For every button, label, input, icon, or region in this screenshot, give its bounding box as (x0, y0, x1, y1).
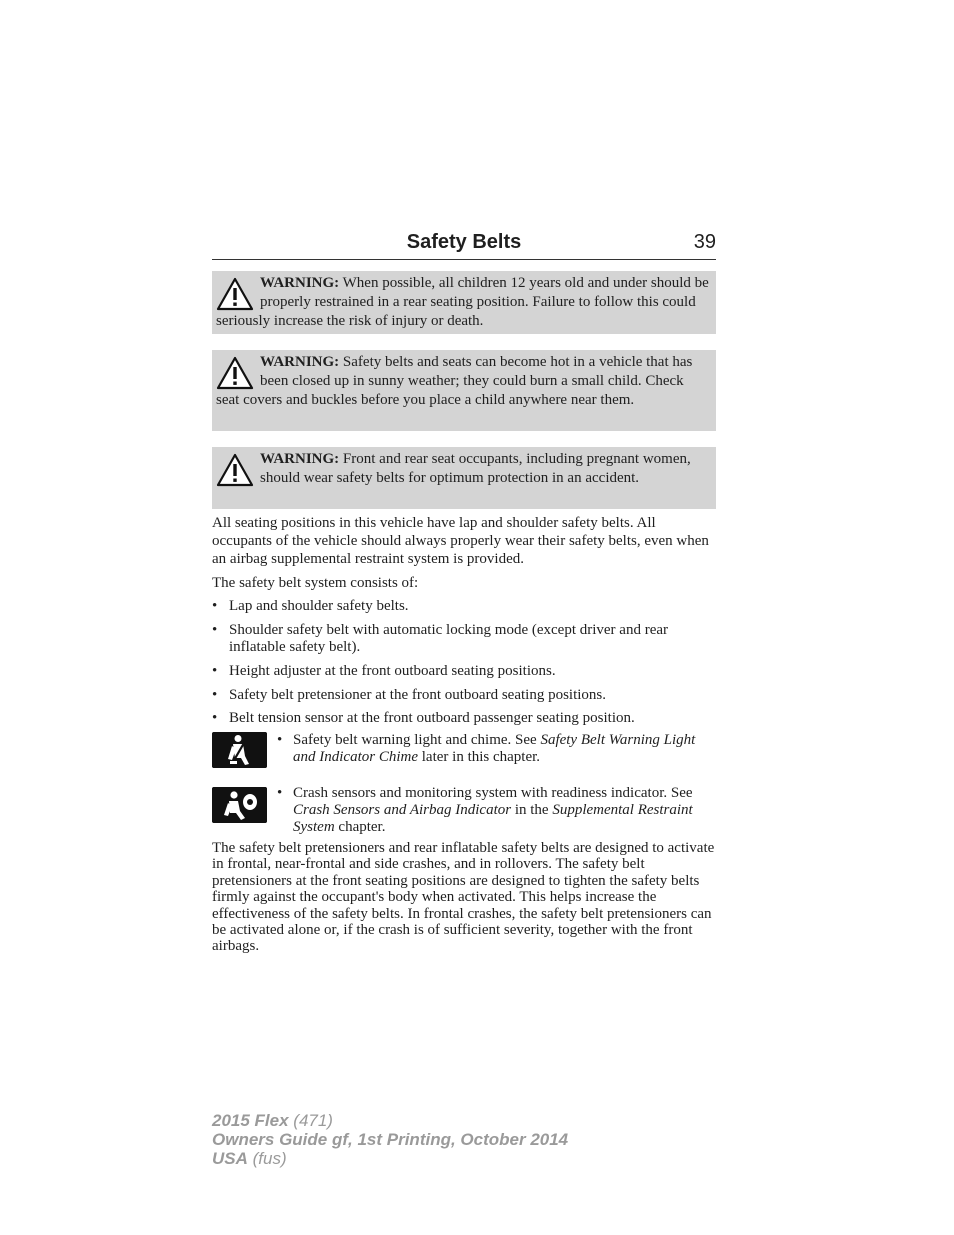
footer-guide: Owners Guide gf, 1st Printing, October 2014 (212, 1130, 569, 1149)
intro-paragraph: All seating positions in this vehicle have lap and shoulder safety belts. All occupants of the vehicle should always properly wear their safety belts, even when an airbag supplemental restraint system is provided. (212, 515, 709, 567)
cross-reference: Safety Belt Warning Light and Indicator Chime (293, 732, 696, 765)
page-footer: 2015 Flex (471) Owners Guide gf, 1st Printing, October 2014 USA (fus) (212, 1111, 569, 1168)
page-number: 39 (693, 231, 716, 253)
warning-box (212, 271, 716, 334)
footer-market: USA (212, 1149, 248, 1168)
list-item: • Crash sensors and monitoring system with readiness indicator. See Crash Sensors and Airbag Indicator in the Supplemental Restraint System chapter. (212, 785, 718, 837)
warning-box (212, 447, 716, 509)
warning-text: When possible, all children 12 years old and under should be properly restrained in a rear seating position. Failure to follow this could seriously increase the risk of injury or death. (216, 275, 709, 329)
warning-triangle-icon (216, 276, 254, 312)
warning-text: Front and rear seat occupants, including pregnant women, should wear safety belts for optimum protection in an accident. (260, 451, 691, 486)
seatbelt-warning-icon (212, 732, 267, 768)
warning-triangle-icon (216, 355, 254, 391)
section-title: Safety Belts (406, 231, 522, 253)
warning-text: Safety belts and seats can become hot in a vehicle that has been closed up in sunny weather; they could burn a small child. Check seat covers and buckles before you place a child anywhere near them. (216, 354, 693, 408)
warning-box (212, 350, 716, 431)
system-intro: The safety belt system consists of: (212, 575, 419, 591)
warning-label: WARNING: (260, 451, 340, 467)
footer-model: 2015 Flex (212, 1111, 289, 1130)
warning-label: WARNING: (260, 275, 340, 291)
warning-triangle-icon (216, 452, 254, 488)
closing-paragraph: The safety belt pretensioners and rear inflatable safety belts are designed to activate in frontal, near-frontal and side crashes, and in rollovers. The safety belt pretensioners at the front seating positions are designed to tighten the safety belts firmly against the occupant's body when activated. This helps increase the effectiveness of the safety belts. In frontal crashes, the safety belt pretensioners can be activated alone or, if the crash is of sufficient severity, together with the front airbags. (212, 840, 715, 955)
airbag-indicator-icon (212, 787, 267, 823)
warning-label: WARNING: (260, 354, 340, 370)
cross-reference: Supplemental Restraint System (293, 802, 693, 835)
list-item: • Safety belt warning light and chime. See Safety Belt Warning Light and Indicator Chime later in this chapter. (212, 732, 718, 772)
page-header (212, 228, 716, 260)
cross-reference: Crash Sensors and Airbag Indicator (293, 802, 512, 818)
